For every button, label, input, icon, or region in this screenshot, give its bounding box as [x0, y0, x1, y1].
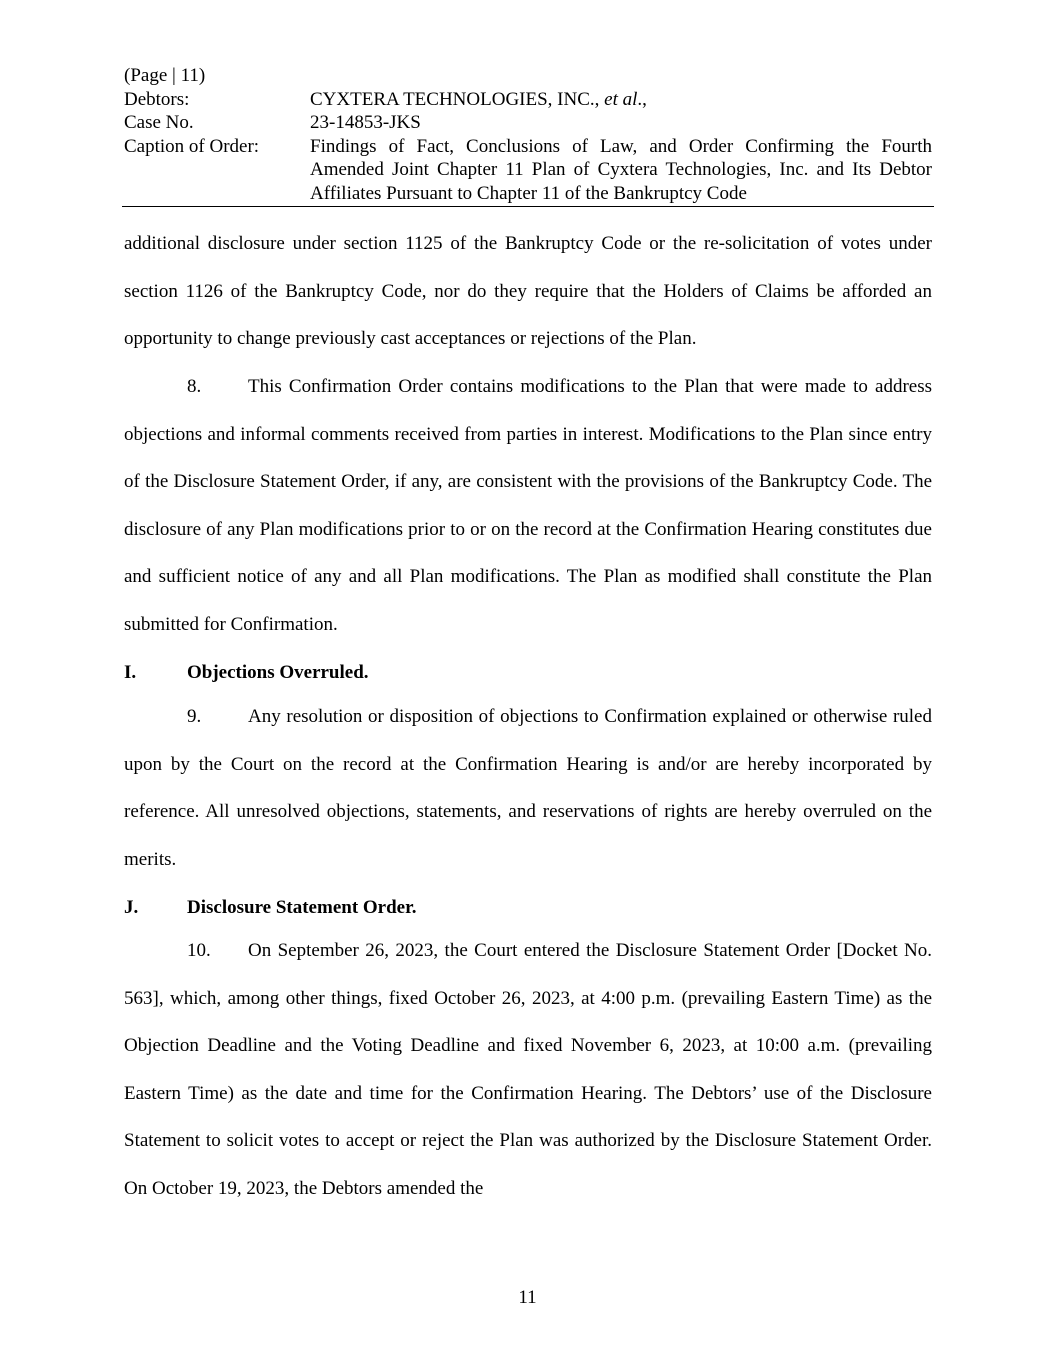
paragraph-9-number: 9. — [187, 706, 202, 727]
case-number: 23-14853-JKS — [310, 112, 421, 134]
page-header — [124, 64, 932, 206]
paragraph-10-number: 10. — [187, 940, 211, 961]
page-number: 11 — [518, 1287, 537, 1308]
debtors-name: CYXTERA TECHNOLOGIES, INC., — [310, 88, 600, 110]
paragraph-8-text: This Confirmation Order contains modifications to the Plan that were made to address objections and informal comments received from parties in interest. Modifications to the Plan since entry of the Disclosure Statement Order, if any, are consistent with the provisions of the Bankruptcy Code. The disclosure of any Plan modifications prior to or on the record at the Confirmation Hearing constitutes due and sufficient notice of any and all Plan modifications. The Plan as modified shall constitute the Plan submitted for Confirmation. — [124, 376, 932, 635]
section-j-heading-block — [124, 896, 932, 919]
paragraph-9 — [124, 693, 932, 883]
section-i-title: Objections Overruled. — [187, 662, 369, 683]
paragraph-10-block — [124, 927, 932, 1212]
debtors-value — [310, 88, 932, 112]
debtors-row — [124, 88, 932, 112]
section-j-heading — [124, 896, 932, 919]
section-i-number: I. — [124, 662, 137, 683]
caption-label: Caption of Order: — [124, 135, 260, 157]
paragraph-8-number: 8. — [187, 376, 202, 397]
paragraph-8 — [124, 363, 932, 648]
section-j-title: Disclosure Statement Order. — [187, 897, 417, 918]
debtors-suffix: ., — [637, 88, 647, 110]
case-row — [124, 111, 932, 135]
section-i-heading — [124, 661, 932, 684]
caption-value: Findings of Fact, Conclusions of Law, and Order Confirming the Fourth Amended Joint Chapter 11 Plan of Cyxtera Technologies, Inc. and Its Debtor Affiliates Pursuant to Chapter 11 of the Bankruptcy Code — [310, 135, 932, 204]
caption-row — [124, 135, 932, 206]
section-j-number: J. — [124, 897, 139, 918]
debtors-etal: et al — [604, 88, 638, 110]
paragraph-10 — [124, 927, 932, 1212]
paragraph-9-text: Any resolution or disposition of objections to Confirmation explained or otherwise ruled upon by the Court on the record at the Confirmation Hearing is and/or are hereby incorporated by reference. All unresolved objections, statements, and reservations of rights are hereby overruled on the merits. — [124, 706, 932, 870]
continuation-block — [124, 220, 932, 363]
header-divider — [122, 206, 934, 207]
debtors-label: Debtors: — [124, 88, 190, 110]
section-i-heading-block — [124, 661, 932, 684]
paragraph-8-block — [124, 363, 932, 648]
case-label: Case No. — [124, 112, 194, 134]
paragraph-10-text: On September 26, 2023, the Court entered the Disclosure Statement Order [Docket No. 563], which, among other things, fixed October 26, 2023, at 4:00 p.m. (prevailing Eastern Time) as the Objection Deadline and the Voting Deadline and fixed November 6, 2023, at 10:00 a.m. (prevailing Eastern Time) as the date and time for the Confirmation Hearing. The Debtors’ use of the Disclosure Statement to solicit votes to accept or reject the Plan was authorized by the Disclosure Statement Order. On October 19, 2023, the Debtors amended the — [124, 940, 932, 1199]
continuation-paragraph: additional disclosure under section 1125 of the Bankruptcy Code or the re-solicitation of votes under section 1126 of the Bankruptcy Code, nor do they require that the Holders of Claims be afforded an opportunity to change previously cast acceptances or rejections of the Plan. — [124, 233, 932, 349]
page-ref: (Page | 11) — [124, 65, 206, 86]
page-ref-row — [124, 64, 932, 88]
paragraph-9-block — [124, 693, 932, 883]
